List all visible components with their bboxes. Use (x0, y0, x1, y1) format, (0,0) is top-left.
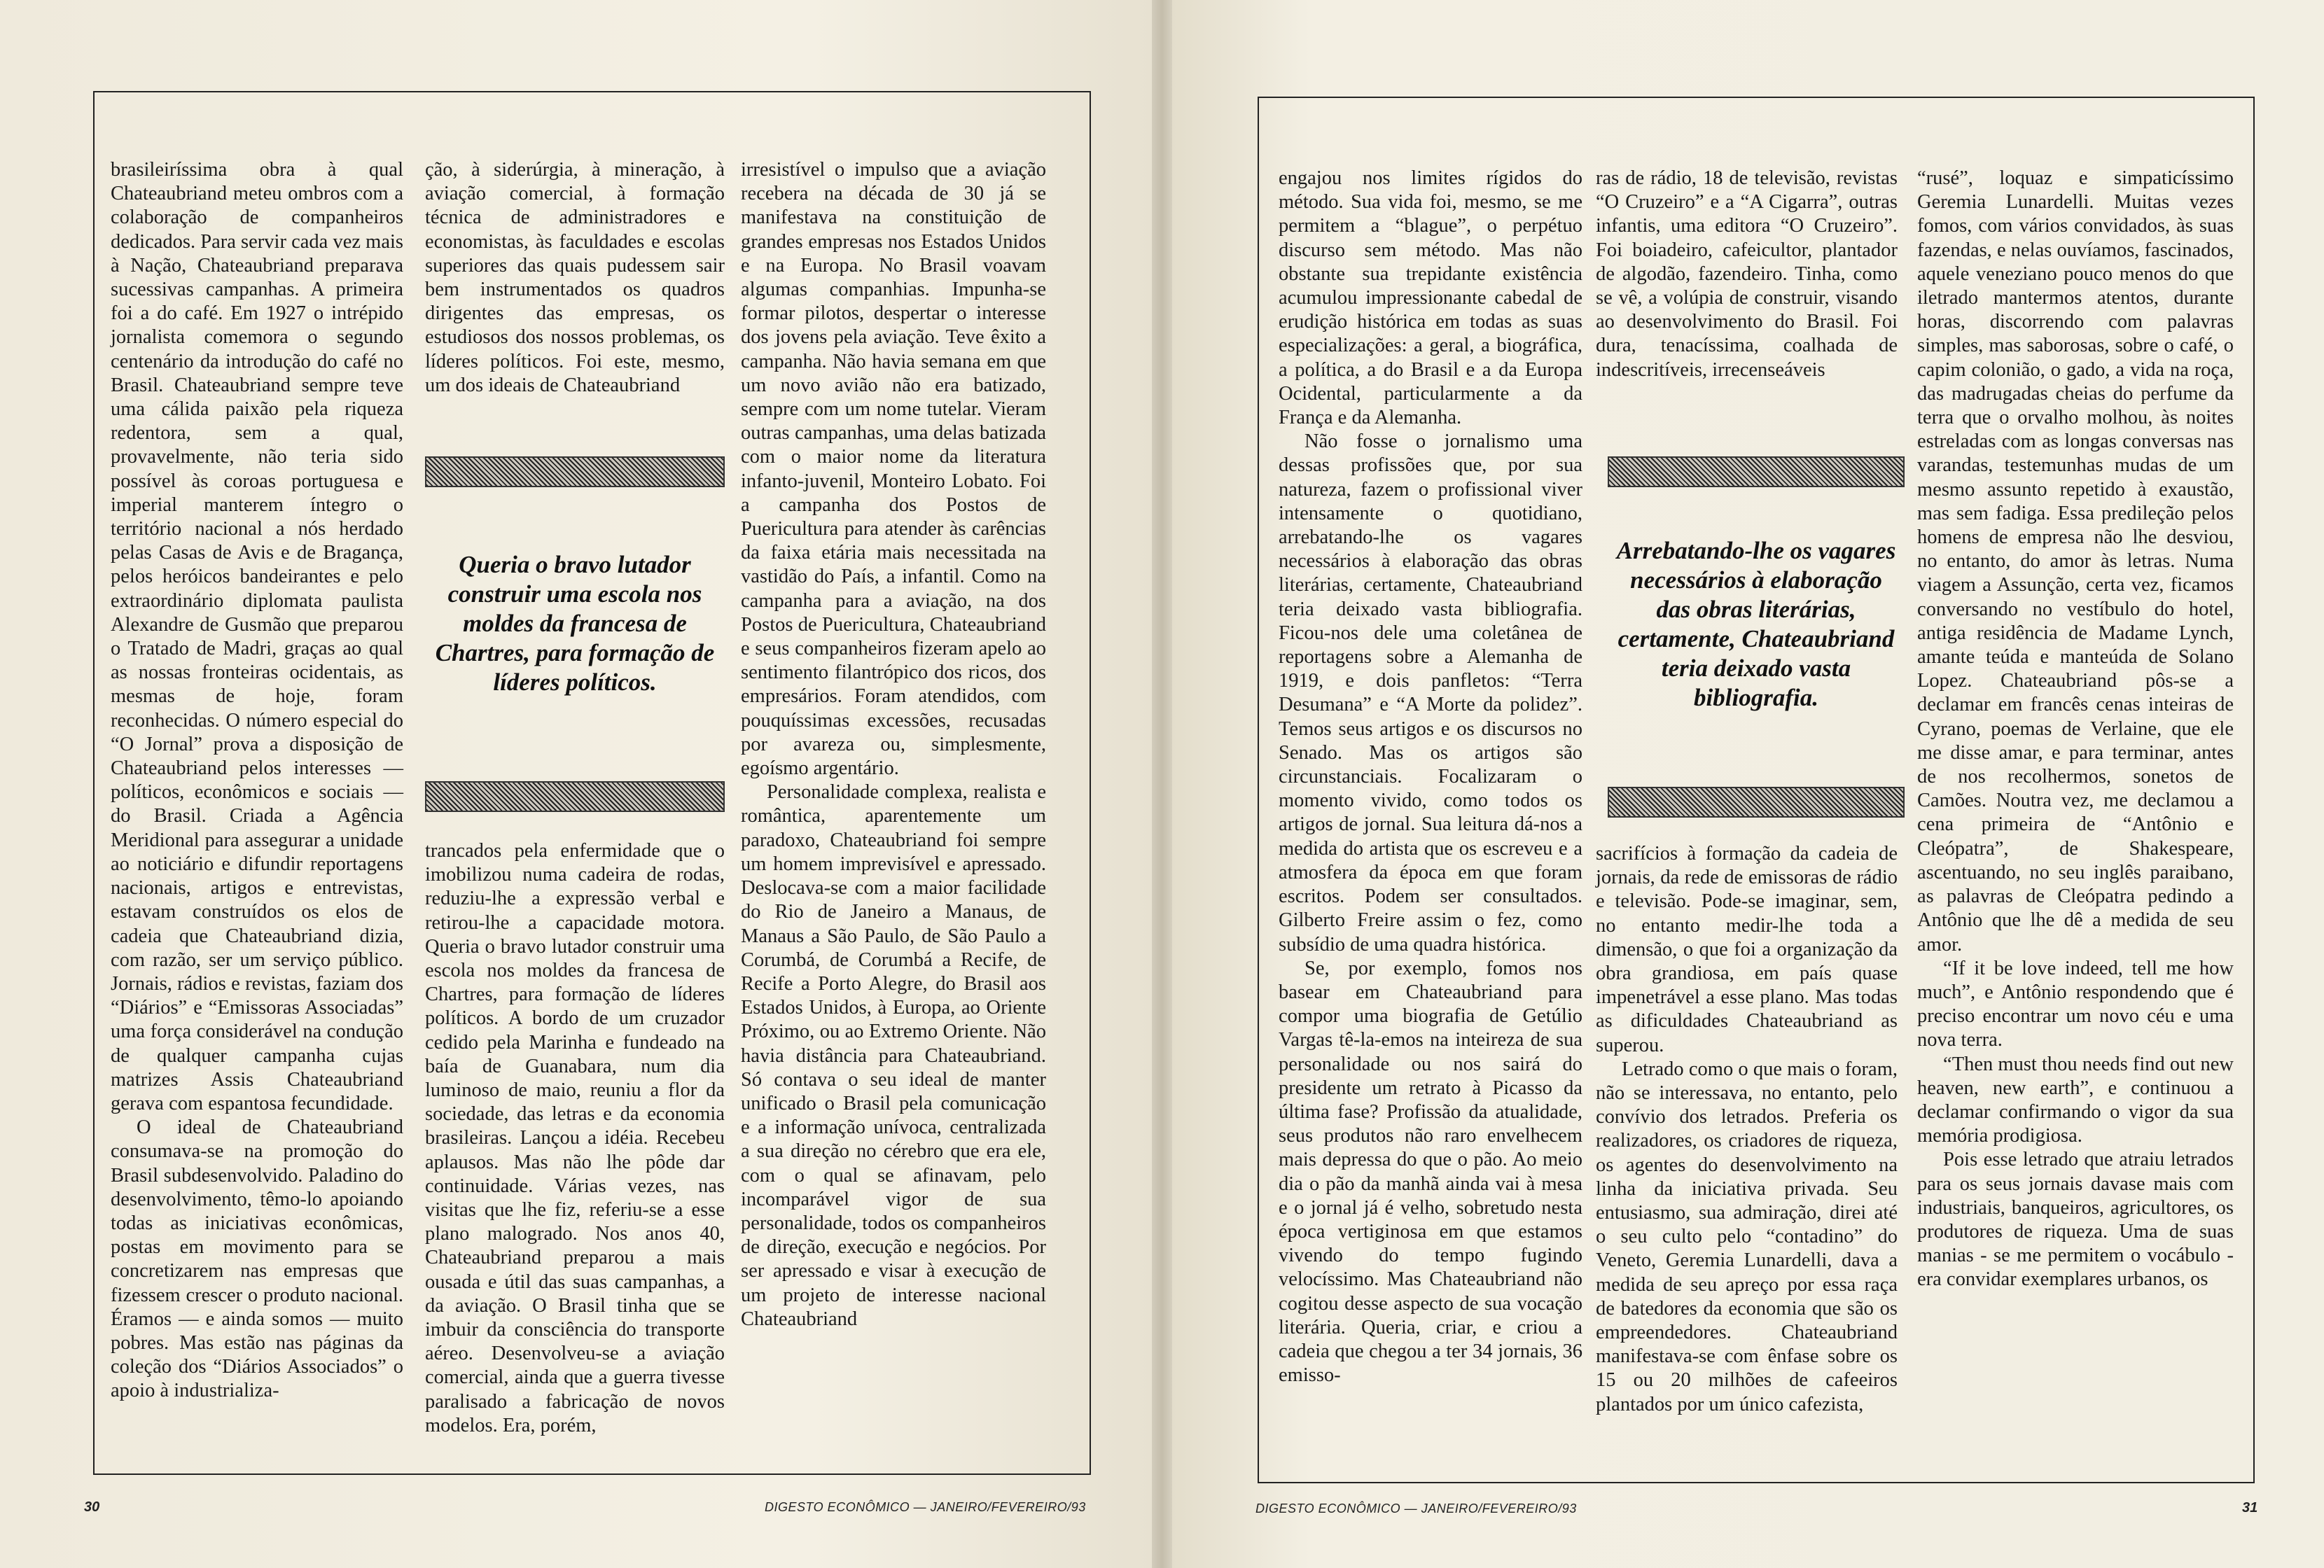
quote-rule-top (1608, 456, 1905, 487)
page-number: 30 (84, 1499, 100, 1515)
paragraph: brasileiríssima obra à qual Chateaubriand meteu ombros com a colaboração de companheiros dedicados. Para servir cada vez mais à Nação, Chateaubriand preparava sucessivas campanhas. A primeira foi a do café. Em 1927 o intrépido jornalista comemora o segundo centenário da introdução do café no Brasil. Chateaubriand sempre teve uma cálida paixão pela riqueza redentora, sem a qual, provavelmente, não teria sido possível às coroas portuguesa e imperial manterem íntegro o território nacional a nós herdado pelas Casas de Avis e de Bragança, pelos heróicos bandeirantes e pelo extraordinário diplomata paulista Alexandre de Gusmão que preparou o Tratado de Madri, graças ao qual as nossas fronteiras ocidentais, as mesmas de hoje, foram reconhecidas. O número especial do “O Jornal” prova a disposição de Chateaubriand pelos interesses — políticos, econômicos e sociais — do Brasil. Criada a Agência Meridional para assegurar a unidade ao noticiário e difundir reportagens nacionais, artigos e entrevistas, estavam construídos os elos de cadeia que Chateaubriand dizia, com razão, ser um serviço público. Jornais, rádios e revistas, faziam dos “Diários” e “Emissoras Associadas” uma força considerável na condução de qualquer campanha cujas matrizes Assis Chateaubriand gerava com espantosa fecundidade. (111, 159, 403, 1114)
paragraph: Letrado como o que mais o foram, não se interessava, no entanto, pelo convívio dos letrados. Preferia os realizadores, os criadores de riqueza, os agentes do desenvolvimento na linha da iniciativa privada. Seu entusiasmo, sua admiração, direi até o seu culto pelo “contadino” do Veneto, Geremia Lunardelli, dava a medida de seu apreço por essa raça de batedores da economia que são os empreendedores. Chateaubriand manifestava-se com ênfase sobre os 15 ou 20 milhões de cafeeiros plantados por um único cafezista, (1596, 1058, 1898, 1415)
left-column-2-top (425, 158, 725, 398)
quote-rule-bottom (425, 781, 725, 812)
page-footer: DIGESTO ECONÔMICO — JANEIRO/FEVEREIRO/93 (765, 1500, 1086, 1514)
paragraph: “rusé”, loquaz e simpaticíssimo Geremia Lunardelli. Muitas vezes fomos, com vários convidados, às suas fazendas, e nelas ouvíamos, fascinados, aquele veneziano pouco menos do que iletrado mantermos atentos, durante horas, discorrendo com palavras simples, mas saborosas, sobre o café, o capim colonião, o gado, a vida na roça, das madrugadas cheias do perfume da terra que o orvalho molhou, às noites estreladas com as longas conversas nas varandas, testemunhas mudas de um mesmo assunto repetido à exaustão, mas sem fadiga. Essa predileção pelos homens de empresa não lhe desviou, no entanto, do amor às letras. Numa viagem a Assunção, certa vez, ficamos conversando no vestíbulo do hotel, antiga residência de Madame Lynch, amante teúda e manteúda de Solano Lopez. Chateaubriand pôs-se a declamar em francês cenas inteiras de Cyrano, poemas de Verlaine, que ele me disse amar, e para terminar, antes de nos recolhermos, sonetos de Camões. Noutra vez, me declamou a cena primeira de “Antônio e Cleópatra”, de Shakespeare, ascentuando, no seu inglês paraibano, as palavras de Cleópatra pedindo a Antônio que lhe dê a medida de seu amor. (1917, 167, 2234, 955)
paragraph: ras de rádio, 18 de televisão, revistas “O Cruzeiro” e a “A Cigarra”, outras infantis, uma editora “O Cruzeiro”. Foi boiadeiro, cafeicultor, plantador de algodão, fazendeiro. Tinha, como se vê, a volúpia de construir, visando ao desenvolvimento do Brasil. Foi dura, tenacíssima, coalhada de indescritíveis, irrecenseáveis (1596, 167, 1898, 381)
page-footer: DIGESTO ECONÔMICO — JANEIRO/FEVEREIRO/93 (1255, 1502, 1577, 1516)
page-number: 31 (2242, 1500, 2258, 1516)
spine-gutter (1152, 0, 1172, 1568)
paragraph: sacrifícios à formação da cadeia de jornais, da rede de emissoras de rádio e televisão. Pode-se imaginar, sem, no entanto medir-lhe toda a dimensão, o que foi a organização da obra grandiosa, em país quase impenetrável a esse plano. Mas todas as dificuldades Chateaubriand as superou. (1596, 843, 1898, 1056)
left-column-2-bottom (425, 839, 725, 1438)
right-page (1172, 0, 2324, 1568)
paragraph: trancados pela enfermidade que o imobilizou numa cadeira de rodas, reduziu-lhe a expressão verbal e retirou-lhe a capacidade motora. Queria o bravo lutador construir uma escola nos moldes da francesa de Chartres, para formação de líderes políticos. A bordo de um cruzador cedido pela Marinha e fundeado na baía de Guanabara, num dia luminoso de maio, reuniu a flor da sociedade, das letras e da economia brasileiras. Lançou a idéia. Recebeu aplausos. Mas não lhe pôde dar continuidade. Várias vezes, nas visitas que lhe fiz, referiu-se a esse plano malogrado. Nos anos 40, Chateaubriand preparou a mais ousada e útil das suas campanhas, a da aviação. O Brasil tinha que se imbuir da consciência do transporte aéreo. Desenvolveu-se a aviação comercial, ainda que a guerra tivesse paralisado a fabricação de novos modelos. Era, porém, (425, 840, 725, 1436)
right-column-2-bottom (1596, 842, 1898, 1417)
right-column-2-top (1596, 167, 1898, 382)
paragraph: Se, por exemplo, fomos nos basear em Chateaubriand para compor uma biografia de Getúlio Vargas tê-la-emos na inteireza de sua personalidade ou nos sairá do presidente um retrato à Picasso da última fase? Profissão da atualidade, seus produtos não raro envelhecem mais depressa do que o pão. Ao meio dia o pão da manhã ainda vai à mesa e o jornal já é velho, sobretudo nesta época vertiginosa em que estamos vivendo do tempo fugindo velocíssimo. Mas Chateaubriand não cogitou desse aspecto de sua vocação literária. Queria, criar, e criou a cadeia que chegou a ter 34 jornais, 36 emisso- (1279, 957, 1582, 1387)
paragraph: “If it be love indeed, tell me how much”, e Antônio respondendo que é preciso encontrar um novo céu e uma nova terra. (1917, 957, 2234, 1051)
right-column-3 (1917, 167, 2234, 1292)
paragraph: Pois esse letrado que atraiu letrados para os seus jornais davase mais com industriais, banqueiros, agricultores, os produtores de riqueza. Uma de suas manias - se me permitem o vocábulo - era convidar exemplares urbanos, os (1917, 1149, 2234, 1291)
paragraph: irresistível o impulso que a aviação recebera na década de 30 já se manifestava na constituição de grandes empresas nos Estados Unidos e na Europa. No Brasil voavam algumas companhias. Impunha-se formar pilotos, despertar o interesse dos jovens pela aviação. Teve êxito a campanha. Não havia semana em que um novo avião não era batizado, sempre com um nome tutelar. Vieram outras campanhas, uma delas batizada com o maior nome da literatura infanto-juvenil, Monteiro Lobato. Foi a campanha dos Postos de Puericultura para atender às carências da faixa etária mais necessitada na vastidão do País, a infantil. Como na campanha para a aviação, na dos Postos de Puericultura, Chateaubriand e seus companheiros fizeram apelo ao sentimento filantrópico dos ricos, dos empresários. Foram atendidos, com pouquíssimas excessões, recusadas por avareza ou, simplesmente, egoísmo argentário. (741, 159, 1046, 780)
paragraph: Não fosse o jornalismo uma dessas profissões que, por sua natureza, fazem o profissional viver intensamente o quotidiano, arrebatando-lhe os vagares necessários à elaboração das obras literárias, certamente, Chateaubriand teria deixado vasta bibliografia. Ficou-nos dele uma coletânea de reportagens sobre a Alemanha de 1919, e dois panfletos: “Terra Desumana” e “A Morte da polidez”. Temos seus artigos e os discursos no Senado. Mas os artigos são circunstanciais. Focalizaram o momento vivido, como todos os artigos de jornal. Sua leitura dá-nos a medida do artista que os escreveu e a atmosfera da época em que foram escritos. Podem ser consultados. Gilberto Freire assim o fez, como subsídio de uma quadra histórica. (1279, 430, 1582, 955)
paragraph: “Then must thou needs find out new heaven, new earth”, e continuou a declamar confirmando o vigor da sua memória prodigiosa. (1917, 1053, 2234, 1147)
left-page (0, 0, 1152, 1568)
quote-rule-bottom (1608, 787, 1905, 818)
quote-rule-top (425, 456, 725, 487)
left-column-1 (111, 158, 403, 1404)
paragraph: Personalidade complexa, realista e romântica, aparentemente um paradoxo, Chateaubriand foi sempre um homem imprevisível e apressado. Deslocava-se com a maior facilidade do Rio de Janeiro a Manaus, de Manaus a São Paulo, de São Paulo a Corumbá, de Corumbá a Recife, de Recife a Porto Alegre, do Brasil aos Estados Unidos, à Europa, ao Oriente Próximo, ou ao Extremo Oriente. Não havia distância para Chateaubriand. Só contava o seu ideal de manter unificado o Brasil pela comunicação e a informação unívoca, centralizada a sua direção no cérebro que era ele, com o qual se afinavam, pelo incomparável vigor de sua personalidade, todos os companheiros de direção, execução e negócios. Por ser apressado e visar à execução de um projeto de interesse nacional Chateaubriand (741, 781, 1046, 1330)
pull-quote: Queria o bravo lutador construir uma escola nos moldes da francesa de Chartres, para formação de líderes políticos. (435, 551, 715, 696)
paragraph: O ideal de Chateaubriand consumava-se na promoção do Brasil subdesenvolvido. Paladino do desenvolvimento, têmo-lo apoiando todas as iniciativas econômicas, postas em movimento para se concretizarem nas empresas que fizessem crescer o produto nacional. Éramos — e ainda somos — muito pobres. Mas estão nas páginas da coleção dos “Diários Associados” o apoio à industrializa- (111, 1116, 403, 1402)
paragraph: engajou nos limites rígidos do método. Sua vida foi, mesmo, se me permitem a “blague”, o perpétuo discurso sem método. Mas não obstante sua trepidante existência acumulou impressionante cabedal de erudição histórica em todas as suas especializações: a geral, a biográfica, a política, a do Brasil e a da Europa Ocidental, particularmente a da França e da Alemanha. (1279, 167, 1582, 429)
right-column-1 (1279, 167, 1582, 1387)
left-column-3 (741, 158, 1046, 1331)
paragraph: ção, à siderúrgia, à mineração, à aviação comercial, à formação técnica de administradores e economistas, às faculdades e escolas superiores das quais pudessem sair bem instrumentados os quadros dirigentes das empresas, os estudiosos dos nossos problemas, os líderes políticos. Foi este, mesmo, um dos ideais de Chateaubriand (425, 159, 725, 396)
pull-quote: Arrebatando-lhe os vagares necessários à elaboração das obras literárias, certamente, Chateaubriand teria deixado vasta bibliografia. (1616, 537, 1896, 711)
